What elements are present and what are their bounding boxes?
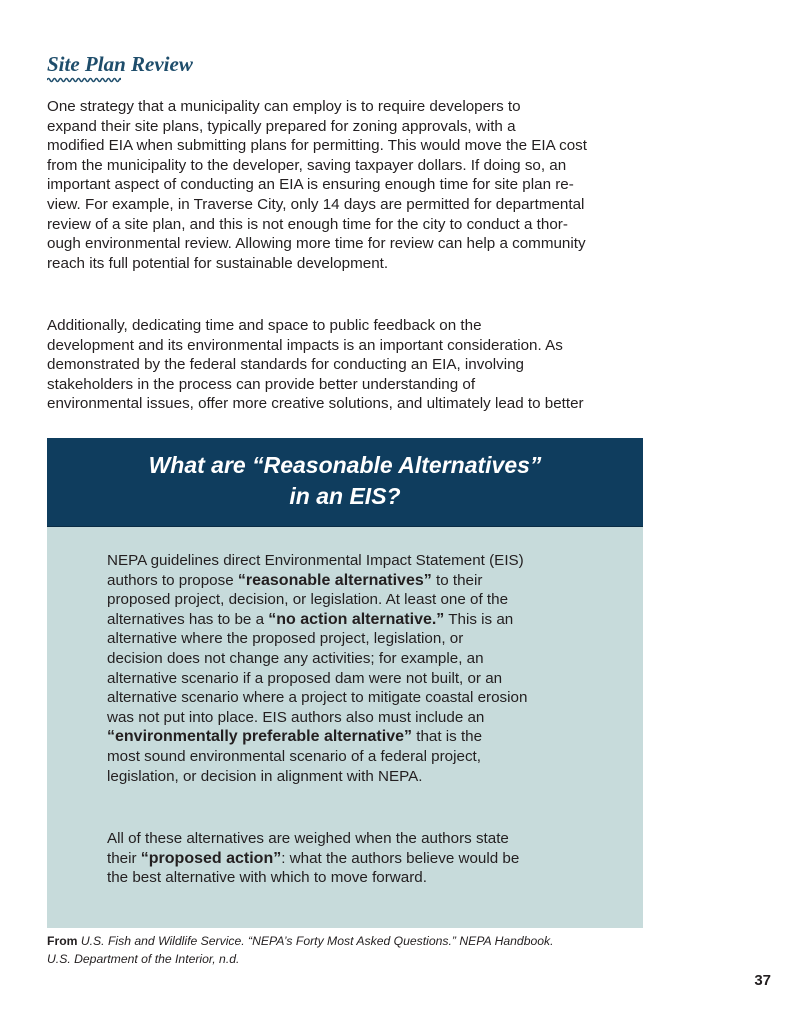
- text-line: NEPA guidelines direct Environmental Impact Statement (EIS): [107, 552, 524, 569]
- text-line: most sound environmental scenario of a federal project,: [107, 747, 481, 765]
- bold-term-environmentally-preferable: “environmentally preferable alternative”: [107, 728, 412, 746]
- text-line: from the municipality to the developer, saving taxpayer dollars. If doing so, an: [47, 156, 567, 174]
- text-line: All of these alternatives are weighed when the authors state: [107, 830, 509, 847]
- source-citation: [47, 933, 554, 968]
- text-line: reach its full potential for sustainable development.: [47, 254, 389, 272]
- text-line: Additionally, dedicating time and space to public feedback on the: [47, 317, 482, 334]
- text-run: authors to propose: [107, 571, 238, 589]
- text-line: review of a site plan, and this is not enough time for the city to conduct a thor-: [47, 215, 568, 233]
- text-line: [107, 849, 519, 869]
- text-line: demonstrated by the federal standards for conducting an EIA, involving: [47, 356, 525, 374]
- text-line: One strategy that a municipality can employ is to require developers to: [47, 98, 521, 115]
- text-run: This is an: [444, 610, 514, 628]
- text-line: stakeholders in the process can provide better understanding of: [47, 375, 476, 393]
- text-line: view. For example, in Traverse City, only 14 days are permitted for departmental: [47, 195, 585, 213]
- text-line: decision does not change any activities; for example, an: [107, 649, 484, 667]
- text-line: alternative scenario if a proposed dam were not built, or an: [107, 669, 503, 687]
- text-run: alternatives has to be a: [107, 610, 269, 628]
- sidebar-paragraph-alternatives: [107, 551, 527, 786]
- text-line: proposed project, decision, or legislation. At least one of the: [107, 591, 509, 609]
- text-line: [107, 610, 527, 630]
- source-prefix: From: [47, 934, 81, 948]
- heading-underline-decoration: [47, 77, 121, 83]
- bold-term-no-action-alternative: “no action alternative.”: [268, 610, 445, 628]
- text-run: that is the: [412, 728, 483, 746]
- text-line: development and its environmental impacts is an important consideration. As: [47, 336, 563, 354]
- text-line: important aspect of conducting an EIA is ensuring enough time for site plan re-: [47, 176, 574, 194]
- text-line: [107, 727, 527, 747]
- text-line: legislation, or decision in alignment with NEPA.: [107, 767, 423, 785]
- text-line: was not put into place. EIS authors also must include an: [107, 708, 485, 726]
- bold-term-proposed-action: “proposed action”: [140, 849, 282, 867]
- sidebar-box-header: [47, 438, 643, 527]
- page-number: 37: [754, 972, 771, 989]
- bold-term-reasonable-alternatives: “reasonable alternatives”: [237, 571, 432, 589]
- text-line: modified EIA when submitting plans for permitting. This would move the EIA cost: [47, 137, 587, 155]
- text-line: alternative where the proposed project, legislation, or: [107, 630, 464, 648]
- text-line: ough environmental review. Allowing more time for review can help a community: [47, 235, 586, 253]
- text-line: [107, 571, 527, 591]
- text-line: [47, 951, 554, 969]
- citation-text: U.S. Fish and Wildlife Service. “NEPA’s Forty Most Asked Questions.” NEPA Handbook.: [80, 934, 554, 948]
- paragraph-public-feedback: [47, 316, 584, 414]
- text-line: expand their site plans, typically prepared for zoning approvals, with a: [47, 117, 516, 135]
- sidebar-title-line: What are “Reasonable Alternatives”: [148, 452, 542, 478]
- text-line: alternative scenario where a project to mitigate coastal erosion: [107, 689, 528, 707]
- text-line: environmental issues, offer more creative solutions, and ultimately lead to better: [47, 395, 584, 413]
- section-heading: Site Plan Review: [47, 52, 193, 76]
- paragraph-site-plan: [47, 97, 587, 273]
- text-run: their: [107, 849, 141, 867]
- text-run: to their: [431, 571, 483, 589]
- sidebar-paragraph-proposed-action: [107, 829, 519, 888]
- text-run: : what the authors believe would be: [281, 849, 520, 867]
- sidebar-box-body: [47, 527, 643, 928]
- text-line: [47, 933, 554, 951]
- citation-text: U.S. Department of the Interior, n.d.: [47, 951, 240, 966]
- sidebar-title-line: in an EIS?: [289, 483, 401, 509]
- text-line: the best alternative with which to move forward.: [107, 869, 427, 887]
